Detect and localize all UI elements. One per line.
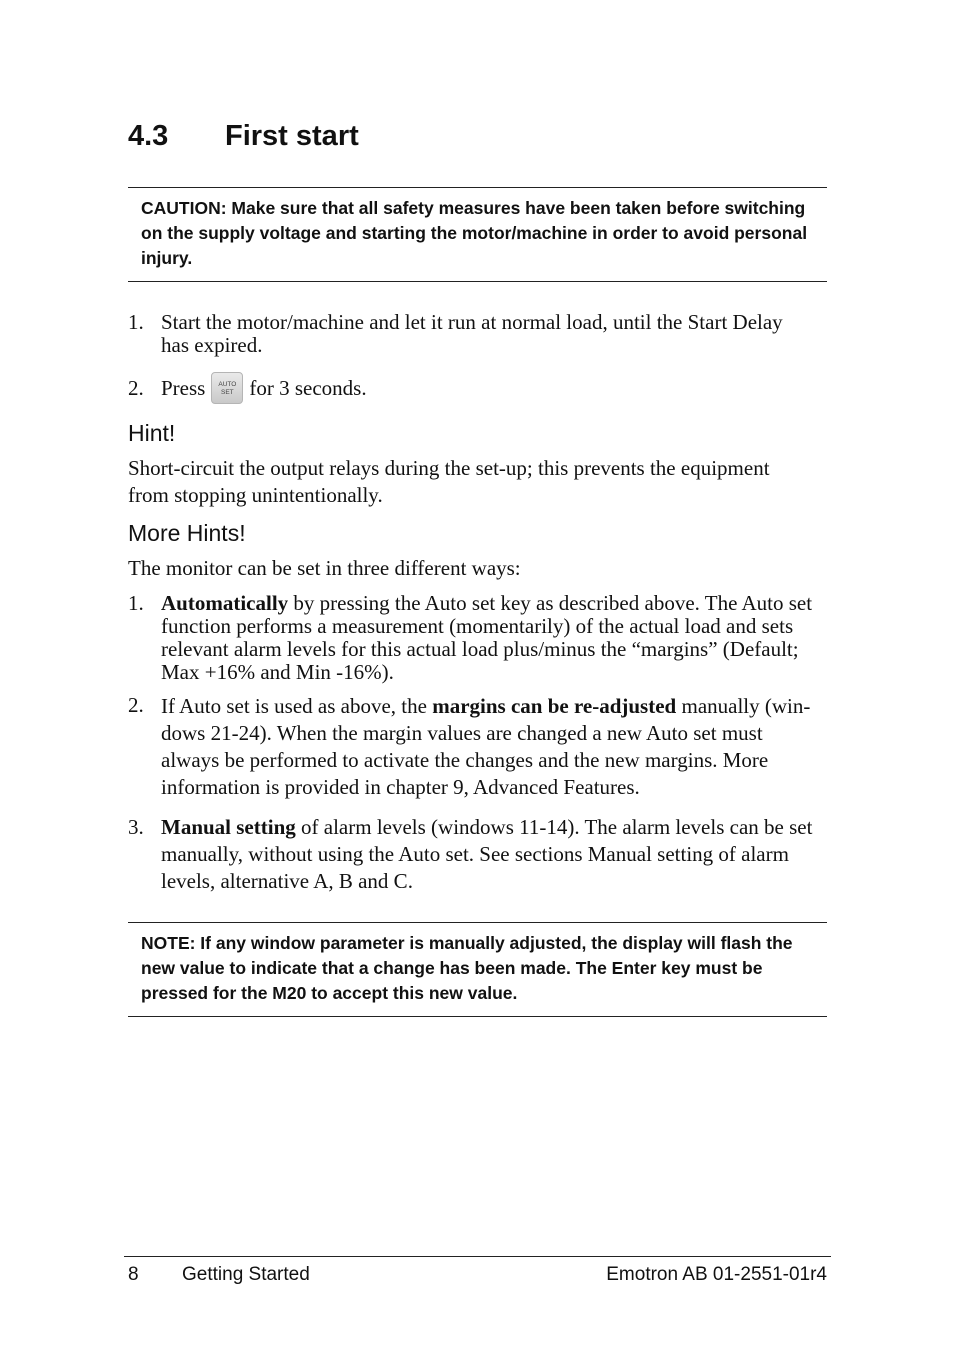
- step-1-line-2: has expired.: [161, 333, 263, 357]
- hint-item-1-line-4: Max +16% and Min -16%).: [161, 660, 394, 684]
- note-box: [128, 922, 827, 1017]
- hint-item-3-text: of alarm levels (windows 11-14). The alarm levels can be set: [301, 815, 813, 839]
- hint-item-2-pre: If Auto set is used as above, the: [161, 694, 427, 718]
- auto-set-key-label-top: AUTO: [218, 381, 237, 389]
- section-title: First start: [225, 120, 359, 152]
- hint-item-2-line-2: dows 21-24). When the margin values are changed a new Auto set must: [161, 721, 763, 745]
- note-text: NOTE: If any window parameter is manually adjusted, the display will flash the new value to indicate that a change has been made. The Enter key must be pressed for the M20 to accept this new value.: [141, 933, 793, 1003]
- footer-doc-id: Emotron AB 01-2551-01r4: [606, 1264, 827, 1285]
- step-1-number: 1.: [128, 310, 144, 334]
- hint-item-1-line-1: [161, 592, 812, 615]
- more-hints-intro: The monitor can be set in three different ways:: [128, 556, 521, 580]
- hint-item-2-line-1: [161, 693, 810, 720]
- hint-item-1-line-3: relevant alarm levels for this actual load plus/minus the “margins” (Default;: [161, 637, 799, 661]
- hint-item-2-number: 2.: [128, 693, 144, 717]
- step-2-post: for 3 seconds.: [249, 376, 367, 400]
- auto-set-key-label-bottom: SET: [221, 389, 234, 397]
- step-2-line: [161, 372, 367, 406]
- auto-set-key-icon: [211, 372, 243, 404]
- footer-rule: [124, 1256, 831, 1257]
- footer-section: Getting Started: [182, 1264, 310, 1285]
- hint-item-1-number: 1.: [128, 591, 144, 615]
- caution-box: [128, 187, 827, 282]
- more-hints-title: More Hints!: [128, 520, 246, 546]
- hint-item-3-bold: Manual setting: [161, 815, 296, 839]
- hint-item-3-number: 3.: [128, 815, 144, 839]
- footer-page-number: 8: [128, 1264, 139, 1285]
- section-number: 4.3: [128, 120, 169, 152]
- hint-item-2-line-3: always be performed to activate the changes and the new margins. More: [161, 748, 769, 772]
- hint-item-3-line-2: manually, without using the Auto set. See sections Manual setting of alarm: [161, 842, 789, 866]
- hint-line-1: Short-circuit the output relays during the set-up; this prevents the equipment: [128, 456, 770, 480]
- hint-item-3-line-1: [161, 814, 812, 841]
- step-2-number: 2.: [128, 376, 144, 400]
- hint-item-3-line-3: levels, alternative A, B and C.: [161, 869, 413, 893]
- hint-item-2-bold: margins can be re-adjusted: [432, 694, 677, 718]
- hint-item-1-text: by pressing the Auto set key as described above. The Auto set: [293, 591, 813, 615]
- step-2-press: Press: [161, 376, 206, 400]
- hint-item-2-line-4: information is provided in chapter 9, Advanced Features.: [161, 775, 640, 799]
- hint-item-1-bold: Automatically: [161, 591, 289, 615]
- hint-line-2: from stopping unintentionally.: [128, 483, 383, 507]
- step-1-line-1: Start the motor/machine and let it run at normal load, until the Start Delay: [161, 310, 783, 334]
- caution-text: CAUTION: Make sure that all safety measures have been taken before switching on the supply voltage and starting the motor/machine in order to avoid personal injury.: [141, 198, 808, 268]
- hint-title: Hint!: [128, 420, 176, 446]
- hint-item-2-post: manually (win-: [681, 694, 811, 718]
- hint-item-1-line-2: function performs a measurement (momentarily) of the actual load and sets: [161, 614, 794, 638]
- section-heading: [128, 120, 359, 153]
